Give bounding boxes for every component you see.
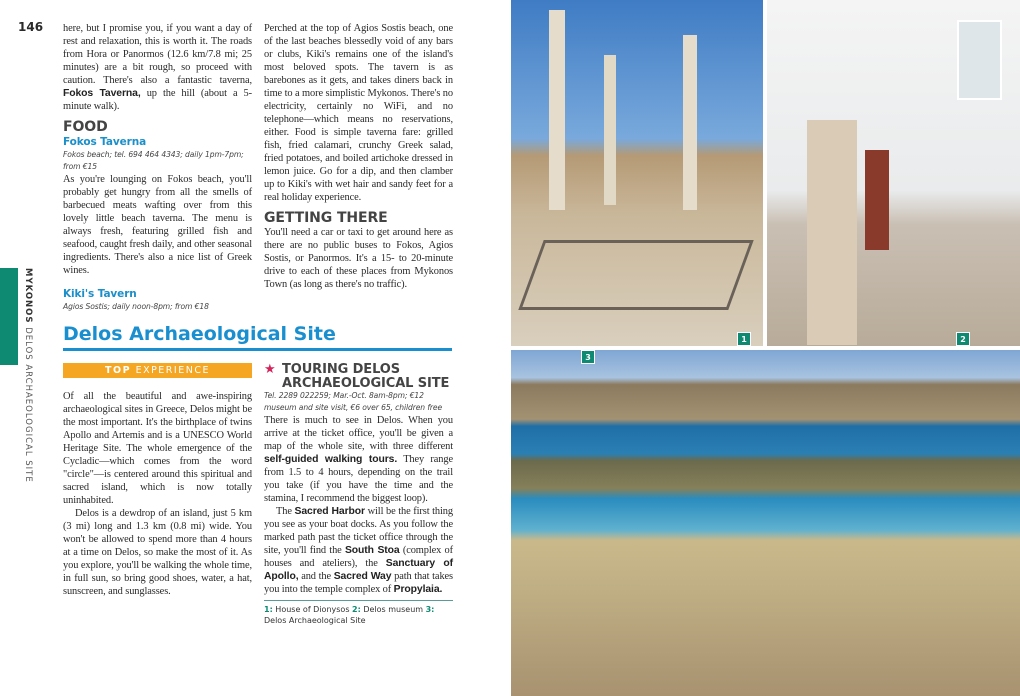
photo-house-of-dionysos	[511, 0, 763, 346]
intro-end: up the hill (about a 5-minute walk).	[63, 88, 252, 112]
getting-there-heading: GETTING THERE	[264, 210, 388, 226]
text-page	[63, 22, 453, 626]
getting-there-body: You'll need a car or taxi to get around here as there are no public buses to Fokos, Agios Sostis, or Panormos. It's a 15- to 20-minute drive to each of these places from Mykonos Town (as long as there's no traffic).	[264, 227, 453, 290]
delos-paragraph: Delos is a dewdrop of an island, just 5 km (3 mi) long and 1.3 km (0.8 mi) wide. You won't be allowed to spend more than 4 hours at a time on Delos, so make the most of it. As you explore, you'll be walking the whole time, in full sun, so bring good shoes, water, a hat, sunscreen, and sunglasses.	[63, 508, 252, 597]
visitor-shape	[865, 150, 889, 250]
star-icon: ★	[264, 362, 276, 377]
top-label: TOP	[105, 365, 132, 376]
photo-delos-museum	[767, 0, 1020, 346]
title-rule	[63, 348, 452, 351]
photo-delos-archaeological-site	[511, 350, 1020, 696]
window-shape	[957, 20, 1002, 100]
section-label	[22, 268, 33, 483]
column-shape	[604, 55, 616, 205]
bottom-columns	[63, 363, 453, 626]
intro-bold: Fokos Taverna,	[63, 88, 141, 99]
column-1-top	[63, 22, 252, 313]
touring-paragraph: There is much to see in Delos. When you arrive at the ticket office, you'll be given a map of the whole site, with three different self-guided walking tours. They range from 1.5 to 4 hours, depending on the trail you take (if you have the time and the stamina, I recommend the biggest loop).	[264, 415, 453, 504]
experience-label: EXPERIENCE	[131, 365, 210, 376]
touring-info: Tel. 2289 022259; Mar.-Oct. 8am-8pm; €12 museum and site visit, €6 over 65, children free	[264, 391, 443, 412]
touring-paragraph: The Sacred Harbor will be the first thing you see as your boat docks. As you follow the marked path past the ticket office through the site, you'll find the South Stoa (complex of houses and ateliers), the Sanctuary of Apollo, and the Sacred Way path that takes you into the temple complex of Propylaia.	[264, 506, 453, 595]
intro-text: here, but I promise you, if you want a day of rest and relaxation, this is worth it. The roads from Hora or Panormos (12.6 km/7.8 mi; 25 minutes) are a bit rough, so proceed with caution. There's also a fantastic taverna,	[63, 23, 252, 86]
statue-shape	[807, 120, 857, 345]
fokos-info: Fokos beach; tel. 694 464 4343; daily 1pm-7pm; from €15	[63, 150, 244, 171]
section-title: Delos Archaeological Site	[63, 323, 336, 345]
photo-captions: 1: House of Dionysos 2: Delos museum 3: Delos Archaeological Site	[264, 605, 435, 625]
column-shape	[549, 10, 565, 210]
delos-paragraph: Of all the beautiful and awe-inspiring archaeological sites in Greece, Delos might be the most important. It's the birthplace of twins Apollo and Artemis and is a UNESCO World Heritage Site. The whole emergence of the Cycladic—which comes from the word "circle"—is centered around this spiritual and sacred island, which is now totally uninhabited.	[63, 391, 252, 506]
section-tab	[0, 268, 18, 365]
top-experience-banner	[63, 363, 252, 378]
photo-badge: 2	[956, 332, 970, 346]
food-heading: FOOD	[63, 119, 108, 135]
photo-badge: 1	[737, 332, 751, 346]
fokos-body: As you're lounging on Fokos beach, you'll probably get hungry from all the smells of barbecued meats wafting over from this lovely little beach taverna. The menu is always fresh, featuring grilled fish and seafood, caught fresh daily, and other seasonal ingredients. There's also a nice list of Greek wines.	[63, 174, 252, 276]
top-columns	[63, 22, 453, 313]
kikis-name: Kiki's Tavern	[63, 288, 137, 300]
caption-rule	[264, 600, 453, 601]
touring-heading: TOURING DELOS ARCHAEOLOGICAL SITE	[282, 362, 450, 391]
column-2-top	[264, 22, 453, 291]
subsection-name: DELOS ARCHAEOLOGICAL SITE	[23, 327, 33, 483]
kikis-body: Perched at the top of Agios Sostis beach, one of the last beaches blessedly void of any bars or clubs, Kiki's remains one of the island's most beloved spots. The tavern is as barebones as it gets, and takes diners back in time to a more simplistic Mykonos. There's no electricity, certainly no WiFi, and no telephone—which means no reservations, either. Food is simple taverna fare: grilled fish, fried calamari, crunchy Greek salad, fried potatoes, and boiled artichoke dressed in lemon juice. Go for a dip, and then clamber up to Kiki's with wet hair and sandy feet for a real holiday experience.	[264, 23, 453, 203]
fokos-name: Fokos Taverna	[63, 136, 147, 148]
page-number: 146	[18, 20, 44, 34]
mosaic-shape	[518, 240, 753, 310]
column-shape	[683, 35, 697, 210]
photo-badge: 3	[581, 350, 595, 364]
section-name: MYKONOS	[23, 268, 33, 324]
touring-section	[264, 363, 453, 626]
kikis-info: Agios Sostis; daily noon-8pm; from €18	[63, 302, 209, 311]
delos-intro	[63, 363, 252, 598]
